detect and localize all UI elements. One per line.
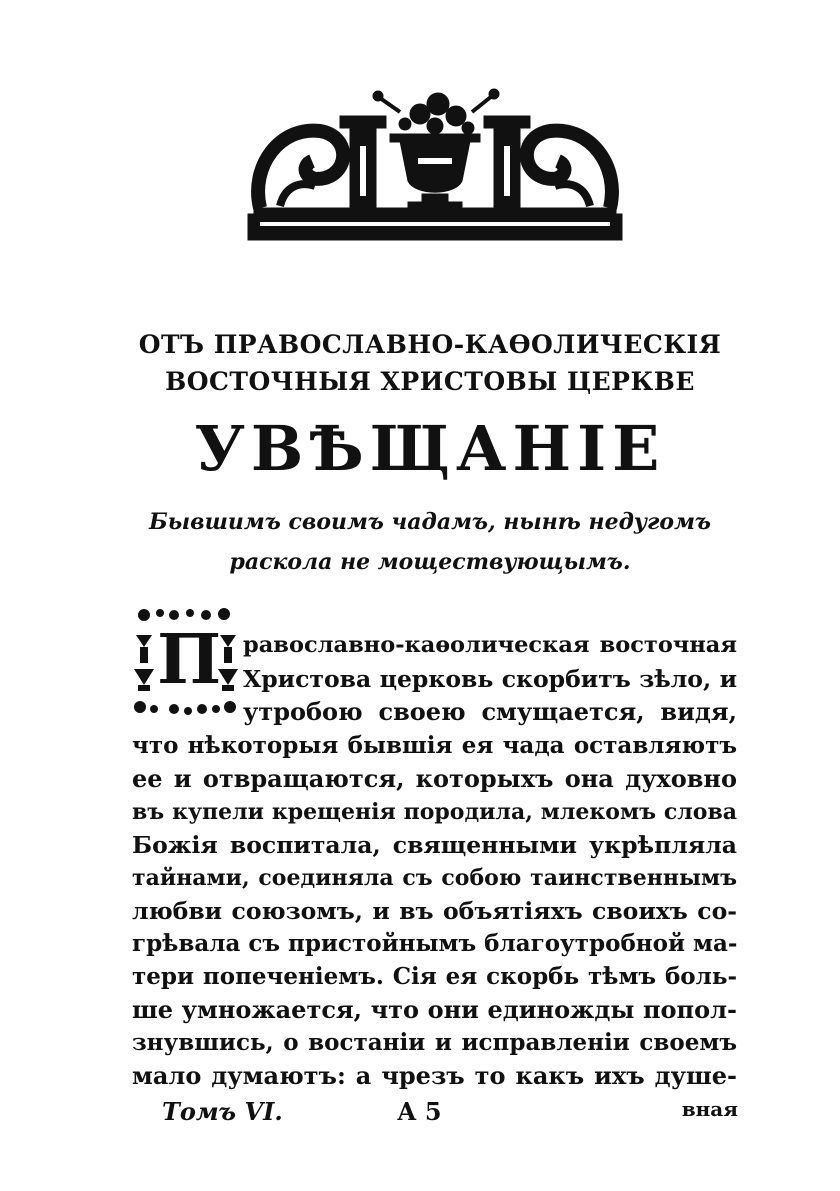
subtitle-line-1: Бывшимъ своимъ чадамъ, нынѣ недугомъ bbox=[149, 509, 711, 535]
text-line-6: въ купели крещенія породила, млекомъ слова bbox=[132, 799, 737, 825]
text-line-14: мало думаютъ: а чрезъ то какъ ихъ душе- bbox=[132, 1061, 737, 1090]
text-line-7: Божія воспитала, священными укрѣпляла bbox=[132, 831, 737, 859]
text-line-1: равославно-каѳолическая восточная bbox=[243, 632, 737, 658]
page-footer bbox=[162, 1097, 738, 1131]
text-line-5: ее и отвращаются, которыхъ она духовно bbox=[132, 764, 737, 793]
dropcap-letter: П bbox=[157, 620, 222, 700]
header-line-1: ОТЪ ПРАВОСЛАВНО-КАѲОЛИЧЕСКІЯ bbox=[138, 330, 722, 359]
header-line-2: ВОСТОЧНЫЯ ХРИСТОВЫ ЦЕРКВЕ bbox=[165, 367, 695, 396]
text-line-11: тери попеченіемъ. Сія ея скорбь тѣмъ боль- bbox=[132, 963, 737, 990]
signature-mark: А 5 bbox=[397, 1097, 442, 1126]
headpiece-ornament bbox=[240, 86, 630, 246]
text-line-12: ше умножается, что они единожды попол- bbox=[132, 995, 737, 1024]
volume-label: Томъ VI. bbox=[162, 1097, 283, 1126]
text-line-2: Христова церковь скорбитъ зѣло, и bbox=[243, 665, 737, 693]
text-line-13: знувшись, о востаніи и исправленіи своемъ bbox=[132, 1029, 737, 1056]
text-line-3: утробою своею смущается, видя, bbox=[243, 697, 737, 726]
text-line-8: тайнами, соединяла съ собою таинственнымъ bbox=[132, 865, 737, 891]
text-line-9: любви союзомъ, и въ объятіяхъ своихъ со- bbox=[132, 897, 737, 925]
page-title: УВѢЩАНІЕ bbox=[194, 412, 666, 485]
text-line-4: что нѣкоторыя бывшія ея чада оставляютъ bbox=[132, 732, 737, 759]
text-line-10: грѣвала съ пристойнымъ благоутробной ма- bbox=[132, 930, 738, 957]
subtitle-line-2: раскола не моществующымъ. bbox=[229, 549, 631, 575]
catchword: вная bbox=[681, 1097, 738, 1121]
